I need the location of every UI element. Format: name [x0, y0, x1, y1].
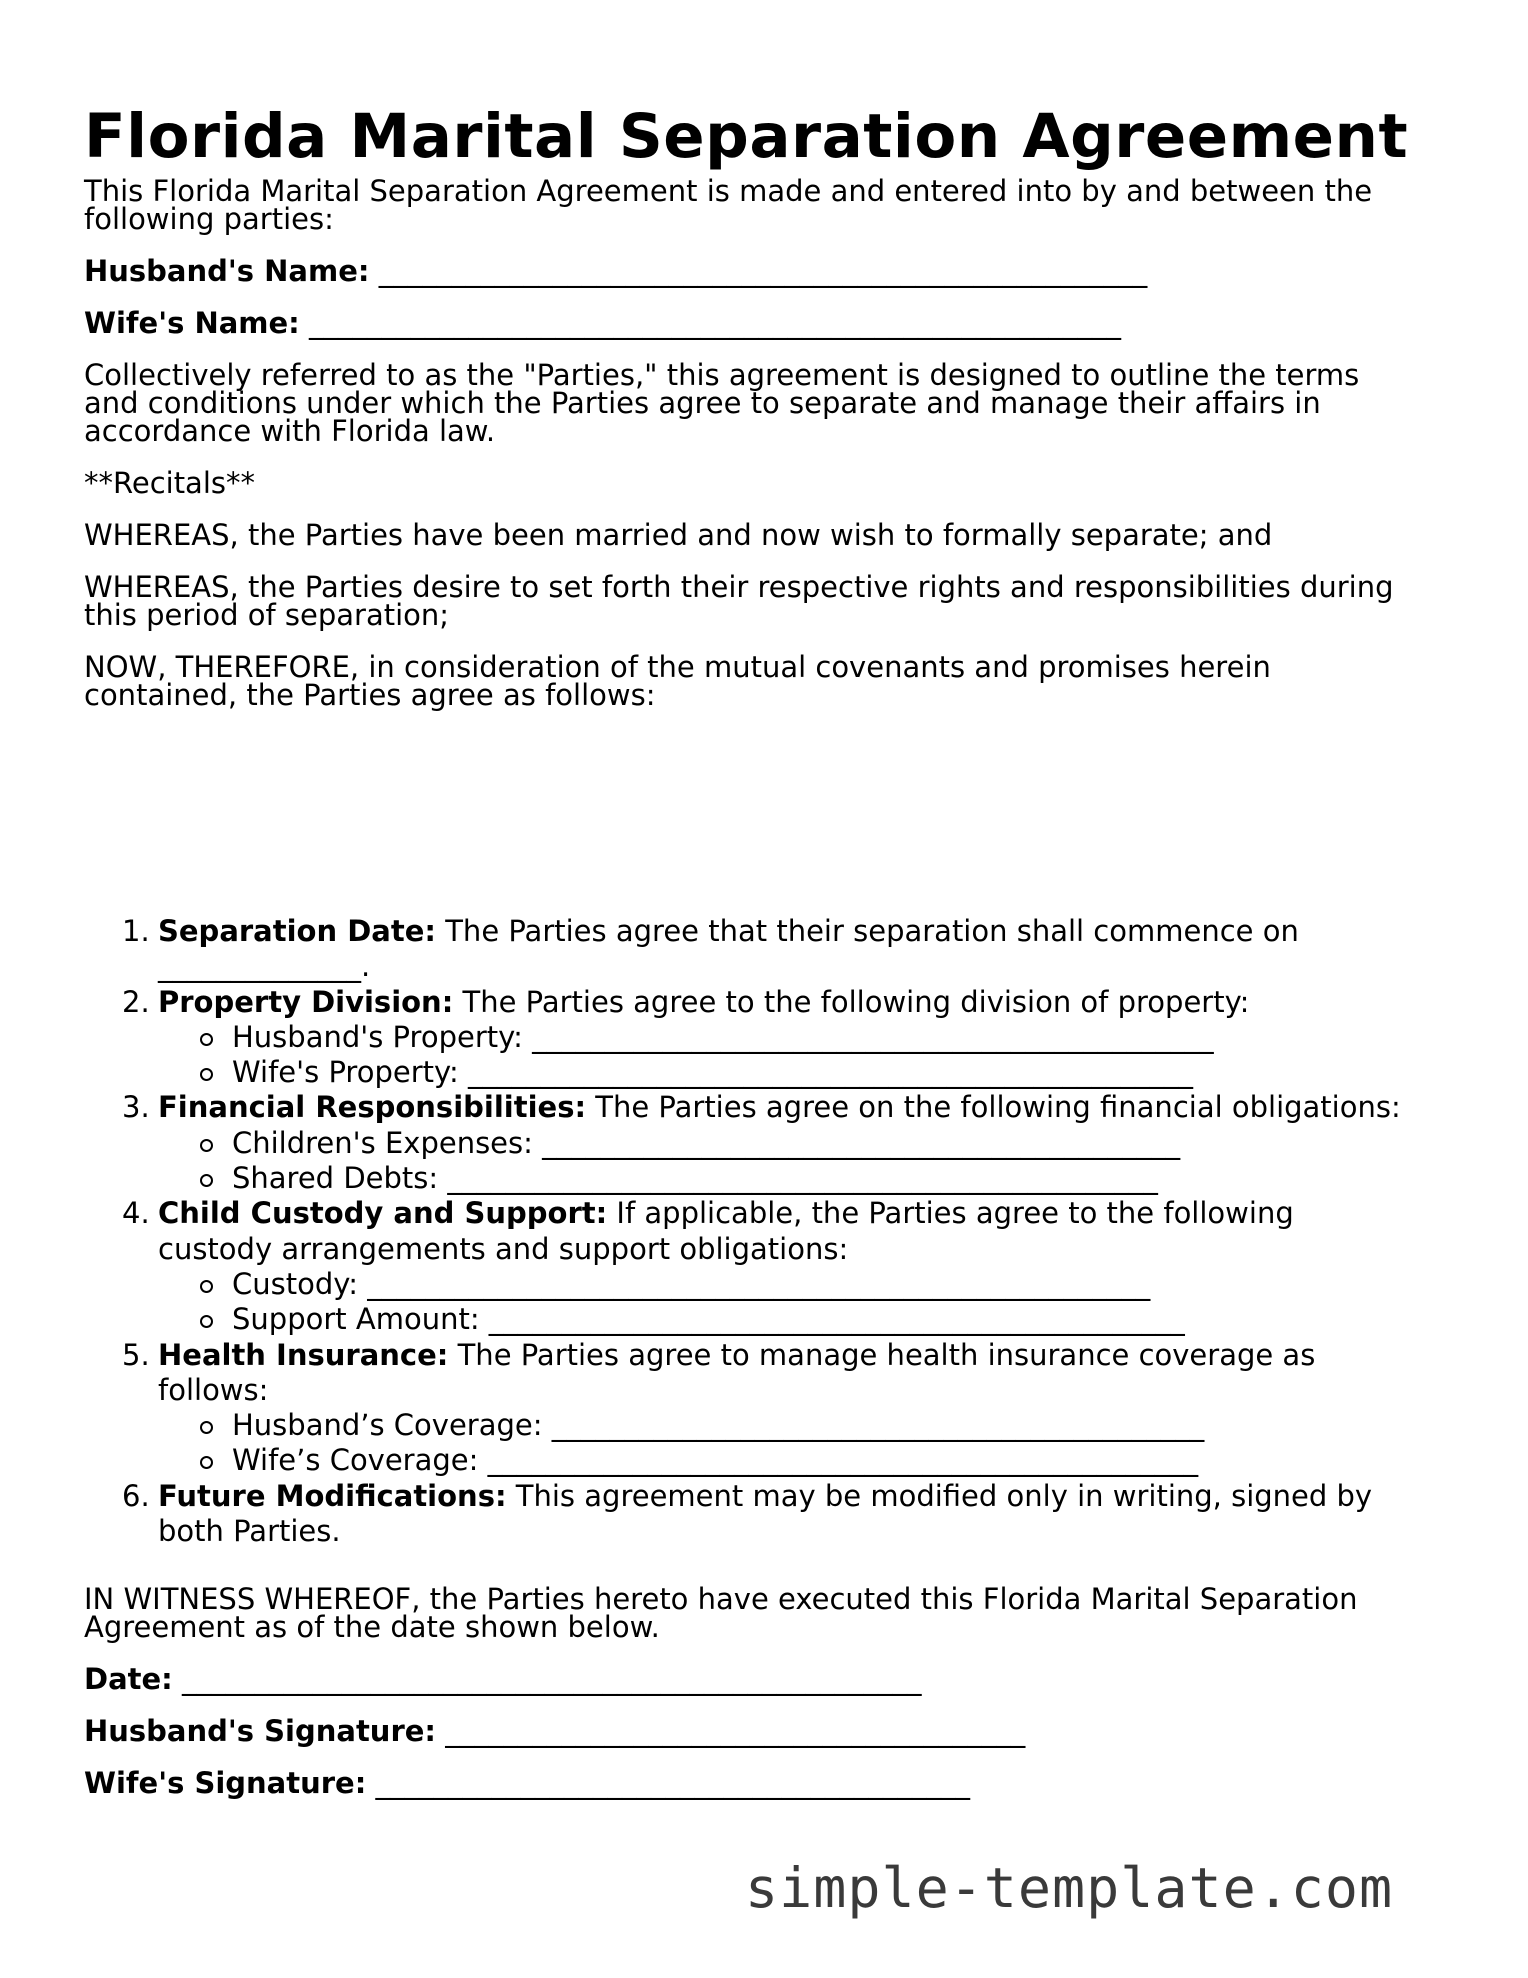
shared-debts-field[interactable]: Shared Debts: _________________________________________________ — [158, 1161, 1456, 1196]
sub-list — [158, 1408, 1456, 1479]
wife-name-field — [84, 306, 1121, 341]
item-number: 1. — [122, 914, 150, 948]
now-therefore-line-1: NOW, THEREFORE, in consideration of the mutual covenants and promises herein — [84, 650, 1271, 684]
husband-property-field[interactable]: Husband's Property: _______________________________________________ — [158, 1020, 1456, 1055]
item-number: 6. — [122, 1478, 150, 1513]
item-text: The Parties agree on the following financial obligations: — [586, 1090, 1401, 1125]
item-number: 5. — [122, 1337, 150, 1372]
item-text: The Parties agree that their separation shall commence on — [436, 914, 1299, 948]
footer-watermark: simple-template.com — [745, 1856, 1394, 1920]
husband-name-blank[interactable]: _____________________________________________________ — [378, 254, 1148, 288]
witness-line-1: IN WITNESS WHEREOF, the Parties hereto have executed this Florida Marital Separation — [84, 1582, 1358, 1616]
item-label: Health Insurance: — [158, 1337, 449, 1372]
list-item-property-division — [84, 985, 1456, 1091]
item-number: 2. — [122, 984, 150, 1019]
husband-signature-label: Husband's Signature: — [84, 1714, 437, 1748]
now-therefore-line-2: contained, the Parties agree as follows: — [84, 678, 656, 712]
item-label: Future Modifications: — [158, 1478, 507, 1513]
collective-line-1: Collectively referred to as the "Parties," this agreement is designed to outline the terms — [84, 358, 1360, 392]
intro-line-1: This Florida Marital Separation Agreement is made and entered into by and between the — [84, 174, 1373, 208]
date-field — [84, 1662, 922, 1697]
terms-list — [84, 914, 1456, 1549]
whereas-2-line-1: WHEREAS, the Parties desire to set forth their respective rights and responsibilities during — [84, 570, 1394, 604]
wife-name-blank[interactable]: ________________________________________________________ — [309, 306, 1121, 340]
list-item-future-modifications — [84, 1479, 1456, 1550]
husband-name-field — [84, 254, 1147, 289]
item-text-continued: custody arrangements and support obligations: — [158, 1231, 849, 1266]
whereas-1: WHEREAS, the Parties have been married and now wish to formally separate; and — [84, 518, 1273, 552]
support-amount-field[interactable]: Support Amount: ________________________________________________ — [158, 1302, 1456, 1337]
list-item-financial-responsibilities — [84, 1090, 1456, 1196]
item-text: This agreement may be modified only in writing, signed by — [506, 1478, 1373, 1513]
collective-line-3: accordance with Florida law. — [84, 414, 496, 448]
wife-name-label: Wife's Name: — [84, 306, 300, 340]
custody-field[interactable]: Custody: ______________________________________________________ — [158, 1267, 1456, 1302]
item-text-continued: both Parties. — [158, 1514, 341, 1549]
item-text: The Parties agree to the following division of property: — [453, 984, 1250, 1019]
whereas-2-line-2: this period of separation; — [84, 598, 450, 632]
wife-coverage-field[interactable]: Wife’s Coverage: _________________________________________________ — [158, 1443, 1456, 1478]
item-label: Child Custody and Support: — [158, 1196, 608, 1231]
item-label: Financial Responsibilities: — [158, 1090, 587, 1125]
sub-list — [158, 1020, 1456, 1091]
item-label: Separation Date: — [158, 914, 436, 948]
item-number: 4. — [122, 1196, 150, 1231]
husband-signature-field — [84, 1714, 1025, 1749]
sub-list — [158, 1267, 1456, 1338]
date-blank[interactable]: ___________________________________________________ — [182, 1662, 922, 1696]
item-text: The Parties agree to manage health insurance coverage as — [448, 1337, 1316, 1372]
separation-date-blank[interactable]: ______________. — [158, 949, 371, 984]
intro-line-2: following parties: — [84, 202, 334, 236]
list-item-separation-date — [84, 914, 1456, 985]
witness-line-2: Agreement as of the date shown below. — [84, 1610, 660, 1644]
collective-line-2: and conditions under which the Parties agree to separate and manage their affairs in — [84, 386, 1321, 420]
item-text-continued: follows: — [158, 1372, 269, 1407]
list-item-health-insurance — [84, 1338, 1456, 1479]
wife-signature-blank[interactable]: _________________________________________ — [375, 1766, 971, 1800]
date-label: Date: — [84, 1662, 173, 1696]
item-text: If applicable, the Parties agree to the following — [607, 1196, 1294, 1231]
wife-property-field[interactable]: Wife's Property: __________________________________________________ — [158, 1055, 1456, 1090]
list-item-child-custody — [84, 1196, 1456, 1337]
recitals-heading: **Recitals** — [84, 466, 255, 500]
page-title: Florida Marital Separation Agreement — [84, 101, 1409, 172]
item-label: Property Division: — [158, 984, 454, 1019]
item-number: 3. — [122, 1090, 150, 1125]
husband-signature-blank[interactable]: ________________________________________ — [445, 1714, 1026, 1748]
wife-signature-label: Wife's Signature: — [84, 1766, 367, 1800]
husband-coverage-field[interactable]: Husband’s Coverage: _____________________________________________ — [158, 1408, 1456, 1443]
wife-signature-field — [84, 1766, 970, 1801]
childrens-expenses-field[interactable]: Children's Expenses: ____________________________________________ — [158, 1126, 1456, 1161]
husband-name-label: Husband's Name: — [84, 254, 370, 288]
sub-list — [158, 1126, 1456, 1197]
